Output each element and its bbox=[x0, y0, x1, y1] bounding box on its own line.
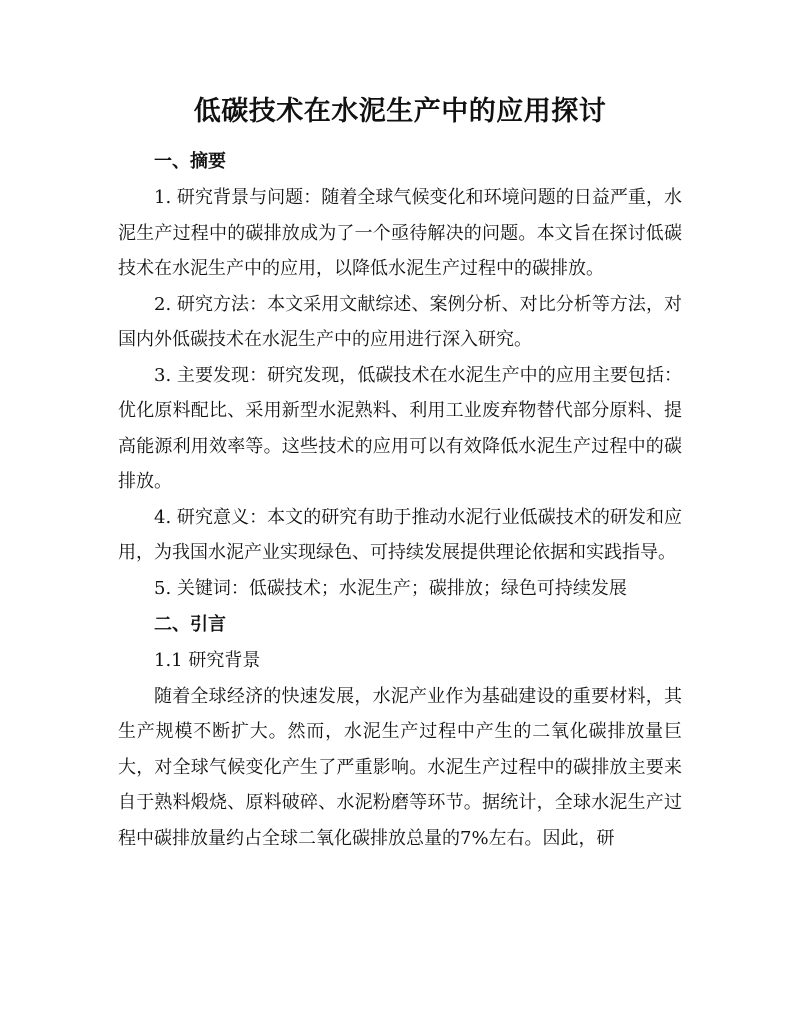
introduction-paragraph: 随着全球经济的快速发展，水泥产业作为基础建设的重要材料，其生产规模不断扩大。然而，水泥生产过程中产生的二氧化碳排放量巨大，对全球气候变化产生了严重影响。水泥生产过程中的碳排放主要来自于熟料煅烧、原料破碎、水泥粉磨等环节。据统计，全球水泥生产过程中碳排放量约占全球二氧化碳排放总量的7%左右。因此，研 bbox=[118, 685, 682, 849]
abstract-paragraph-keywords: 5. 关键词：低碳技术；水泥生产；碳排放；绿色可持续发展 bbox=[154, 577, 627, 599]
abstract-paragraph-background: 1. 研究背景与问题：随着全球气候变化和环境问题的日益严重，水泥生产过程中的碳排放成为了一个亟待解决的问题。本文旨在探讨低碳技术在水泥生产中的应用，以降低水泥生产过程中的碳排放。 bbox=[118, 187, 682, 279]
subsection-heading-background: 1.1 研究背景 bbox=[154, 650, 261, 671]
section-heading-abstract: 一、摘要 bbox=[154, 151, 226, 172]
abstract-paragraph-methods: 2. 研究方法：本文采用文献综述、案例分析、对比分析等方法，对国内外低碳技术在水泥生产中的应用进行深入研究。 bbox=[118, 293, 682, 350]
document-title: 低碳技术在水泥生产中的应用探讨 bbox=[193, 96, 607, 127]
abstract-paragraph-significance: 4. 研究意义：本文的研究有助于推动水泥行业低碳技术的研发和应用，为我国水泥产业实现绿色、可持续发展提供理论依据和实践指导。 bbox=[118, 506, 682, 563]
section-heading-introduction: 二、引言 bbox=[154, 614, 226, 635]
abstract-paragraph-findings: 3. 主要发现：研究发现，低碳技术在水泥生产中的应用主要包括：优化原料配比、采用新型水泥熟料、利用工业废弃物替代部分原料、提高能源利用效率等。这些技术的应用可以有效降低水泥生产过程中的碳排放。 bbox=[118, 364, 682, 492]
